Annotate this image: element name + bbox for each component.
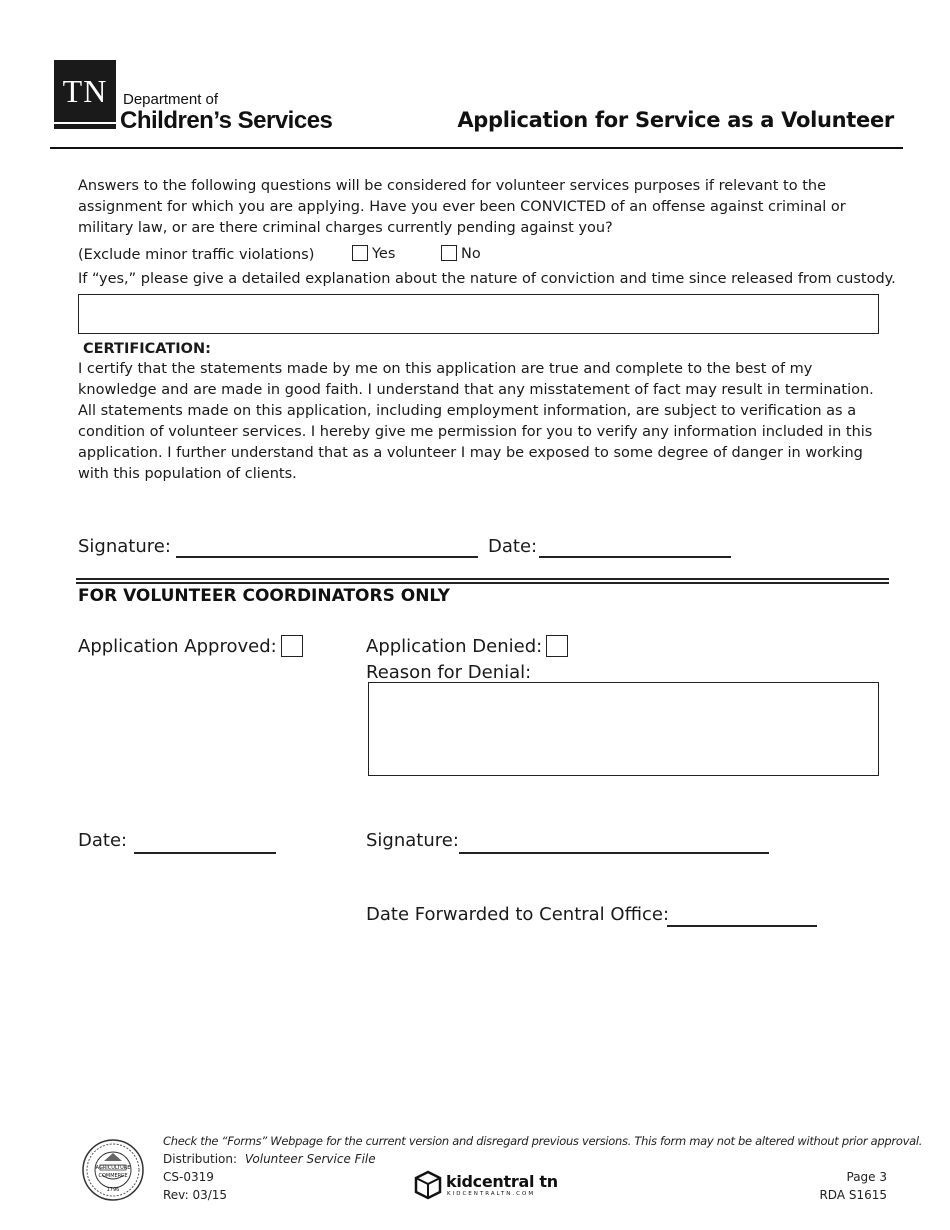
form-number: CS-0319 bbox=[163, 1170, 214, 1184]
forwarded-date-line[interactable] bbox=[667, 925, 817, 927]
no-label: No bbox=[461, 246, 481, 262]
exclude-note: (Exclude minor traffic violations) bbox=[78, 247, 315, 263]
certification-body: I certify that the statements made by me on this application are true and complete to the best of my knowledge and are made in good faith. I understand that any misstatement of fact may result in termination. All statements made on this application, including employment information, are subject to verification as a condition of volunteer services. I hereby give me permission for you to verify any information included in this application. I further understand that as a volunteer I may be exposed to some degree of danger in working with this population of clients. bbox=[78, 361, 874, 482]
forwarded-label: Date Forwarded to Central Office: bbox=[366, 904, 670, 925]
coordinator-date-label: Date: bbox=[78, 830, 128, 851]
footer-notice: Check the “Forms” Webpage for the current version and disregard previous versions. This form may not be altered without prior approval. bbox=[163, 1134, 923, 1148]
certification-heading: CERTIFICATION: bbox=[83, 341, 211, 357]
form-title: Application for Service as a Volunteer bbox=[457, 108, 894, 132]
applicant-date-label: Date: bbox=[488, 536, 538, 557]
section-divider-bottom bbox=[76, 582, 889, 584]
denial-reason-field[interactable] bbox=[368, 682, 879, 776]
kidcentral-cube-icon bbox=[413, 1170, 443, 1200]
rda-code: RDA S1615 bbox=[819, 1188, 887, 1202]
seal-year: 1796 bbox=[106, 1187, 120, 1193]
applicant-date-line[interactable] bbox=[539, 556, 731, 558]
applicant-signature-label: Signature: bbox=[78, 536, 171, 557]
revision: Rev: 03/15 bbox=[163, 1188, 228, 1202]
dept-line-1: Department of bbox=[123, 91, 219, 108]
denied-label: Application Denied: bbox=[366, 636, 543, 657]
coordinator-signature-label: Signature: bbox=[366, 830, 459, 851]
distribution bbox=[163, 1152, 376, 1166]
yes-checkbox[interactable] bbox=[352, 245, 368, 261]
applicant-signature-line[interactable] bbox=[176, 556, 478, 558]
distribution-label: Distribution: bbox=[163, 1152, 238, 1166]
approved-checkbox[interactable] bbox=[281, 635, 303, 657]
tn-logo: TN bbox=[54, 60, 116, 122]
kidcentral-name: kidcentral tn bbox=[446, 1172, 558, 1191]
coordinators-heading: FOR VOLUNTEER COORDINATORS ONLY bbox=[78, 586, 450, 606]
explain-prompt: If “yes,” please give a detailed explanation about the nature of conviction and time since released from custody. bbox=[78, 271, 896, 287]
coordinator-date-line[interactable] bbox=[134, 852, 276, 854]
explanation-field[interactable] bbox=[78, 294, 879, 334]
page-number: Page 3 bbox=[846, 1170, 887, 1184]
denied-checkbox[interactable] bbox=[546, 635, 568, 657]
dept-line-2: Children’s Services bbox=[120, 107, 333, 134]
coordinator-signature-line[interactable] bbox=[459, 852, 769, 854]
approved-label: Application Approved: bbox=[78, 636, 277, 657]
yes-label: Yes bbox=[372, 246, 396, 262]
header-divider bbox=[50, 147, 903, 149]
section-divider-top bbox=[76, 578, 889, 580]
distribution-value: Volunteer Service File bbox=[244, 1152, 376, 1166]
seal-text-2: COMMERCE bbox=[98, 1173, 128, 1179]
seal-text-1: AGRICULTURE bbox=[95, 1165, 131, 1171]
reason-label: Reason for Denial: bbox=[366, 662, 532, 683]
logo-underline bbox=[54, 124, 116, 129]
kidcentral-url: KIDCENTRALTN.COM bbox=[447, 1191, 536, 1197]
no-checkbox[interactable] bbox=[441, 245, 457, 261]
conviction-question: Answers to the following questions will be considered for volunteer services purposes if relevant to the assignment for which you are applying. Have you ever been CONVICTED of an offense against criminal or military law, or are there criminal charges currently pending against you? bbox=[78, 178, 846, 236]
